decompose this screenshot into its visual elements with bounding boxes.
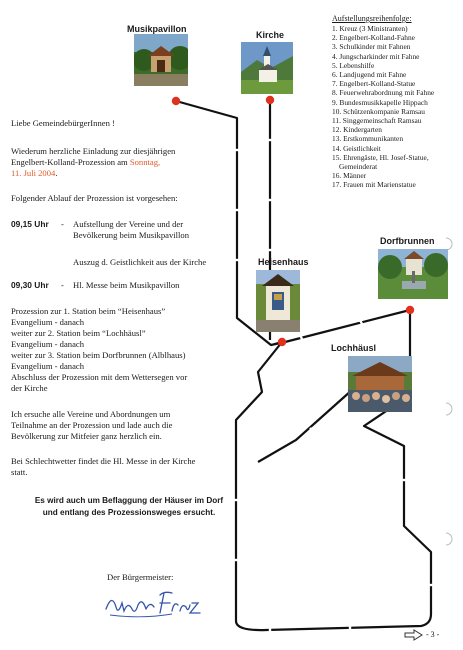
intro-line-3 [11,168,57,179]
intro-text: Engelbert-Kolland-Prozession am [11,157,128,167]
procession-line-3: weiter zur 2. Station beim “Lochhäusl” [11,328,146,338]
arrow-right-outline-icon [404,629,424,641]
lineup-item: 4. Jungscharkinder mit Fahne [332,51,420,61]
photo-dorfbrunnen [378,249,448,299]
lineup-item: 16. Männer [332,171,367,181]
label-lochhaeusl: Lochhäusl [331,343,377,353]
lineup-list [332,24,434,190]
photo-kirche [241,42,293,94]
time-1-line-2: Bevölkerung beim Musikpavillon [73,230,190,240]
station-dot-dorfbrunnen [406,306,414,314]
lineup-item: 14. Geistlichkeit [332,143,381,153]
greeting: Liebe GemeindebürgerInnen ! [11,118,115,128]
station-dot-kirche [266,96,274,104]
time-1-dash: - [61,219,64,229]
bad-weather-line-2: statt. [11,467,28,477]
lineup-item: 3. Schulkinder mit Fahnen [332,42,411,52]
schedule-intro: Folgender Ablauf der Prozession ist vorgesehen: [11,193,178,203]
procession-line-4: Evangelium - danach [11,339,85,349]
lineup-item: 6. Landjugend mit Fahne [332,70,407,80]
station-dot-musikpavillon [172,97,180,105]
flag-request-line-1: Es wird auch um Beflaggung der Häuser im Dorf [34,496,224,505]
mayor-label: Der Bürgermeister: [107,572,174,582]
time-1-line-1: Aufstellung der Vereine und der [73,219,184,229]
station-dot-heisenhaus [278,338,286,346]
request-line-1: Ich ersuche alle Vereine und Abordnungen um [11,409,171,419]
bad-weather-line-1: Bei Schlechtwetter findet die Hl. Messe in der Kirche [11,456,196,466]
time-2-dash: - [61,280,64,290]
time-1: 09,15 Uhr [11,219,49,229]
procession-line-8: der Kirche [11,383,48,393]
page-number: - 3 - [426,630,440,639]
punch-mark-mid [446,403,452,415]
photo-musikpavillon [134,34,188,86]
photo-heisenhaus [256,270,300,332]
lineup-item: 9. Bundesmusikkapelle Hippach [332,97,428,107]
time-1-line-3: Auszug d. Geistlichkeit aus der Kirche [73,257,207,267]
procession-line-6: Evangelium - danach [11,361,85,371]
intro-date: 11. Juli 2004 [11,168,56,178]
label-dorfbrunnen: Dorfbrunnen [380,236,435,246]
procession-line-5: weiter zur 3. Station beim Dorfbrunnen (Alblhaus) [11,350,186,360]
lineup-item: 11. Singgemeinschaft Ramsau [332,116,422,126]
lineup-item: 5. Lebenshilfe [332,60,375,70]
lineup-item: 17. Frauen mit Marienstatue [332,180,416,190]
intro-day: Sonntag, [129,157,161,167]
flag-request-line-2: und entlang des Prozessionsweges ersucht. [42,508,216,517]
request-line-3: Bevölkerung zur Mitfeier ganz herzlich ein. [11,431,162,441]
label-kirche: Kirche [256,30,285,40]
procession-line-2: Evangelium - danach [11,317,85,327]
lineup-item: 15. Ehrengäste, Hl. Josef-Statue, [332,152,429,162]
mayor-signature [102,587,210,621]
label-musikpavillon: Musikpavillon [127,24,187,34]
lineup-item: 8. Feuerwehrabordnung mit Fahne [332,88,435,98]
procession-line-1: Prozession zur 1. Station beim “Heisenhaus” [11,306,166,316]
time-2-line-1: Hl. Messe beim Musikpavillon [73,280,180,290]
lineup-item: 12. Kindergarten [332,125,382,135]
intro-end: . [55,168,58,178]
lineup-title: Aufstellungsreihenfolge: [332,14,412,23]
lineup-item: 10. Schützenkompanie Ramsau [332,106,425,116]
request-line-2: Teilnahme an der Prozession und lade auch die [11,420,173,430]
intro-line-2 [11,157,160,168]
lineup-item: 1. Kreuz (3 Ministranten) [332,24,408,33]
photo-lochhaeusl [348,356,412,412]
lineup-item: 13. Erstkommunikanten [332,134,404,144]
lineup-item: Gemeinderat [339,162,378,172]
lineup-order [332,14,434,190]
lineup-item: 2. Engelbert-Kolland-Fahne [332,33,415,43]
lineup-item: 7. Engelbert-Kolland-Statue [332,79,416,89]
label-heisenhaus: Heisenhaus [258,257,309,267]
route-branch-lochhaeusl [258,390,352,462]
intro-line-1: Wiederum herzliche Einladung zur diesjährigen [11,146,176,156]
time-2: 09,30 Uhr [11,280,49,290]
punch-mark-bottom [446,533,452,545]
procession-line-7: Abschluss der Prozession mit dem Wettersegen vor [11,372,188,382]
